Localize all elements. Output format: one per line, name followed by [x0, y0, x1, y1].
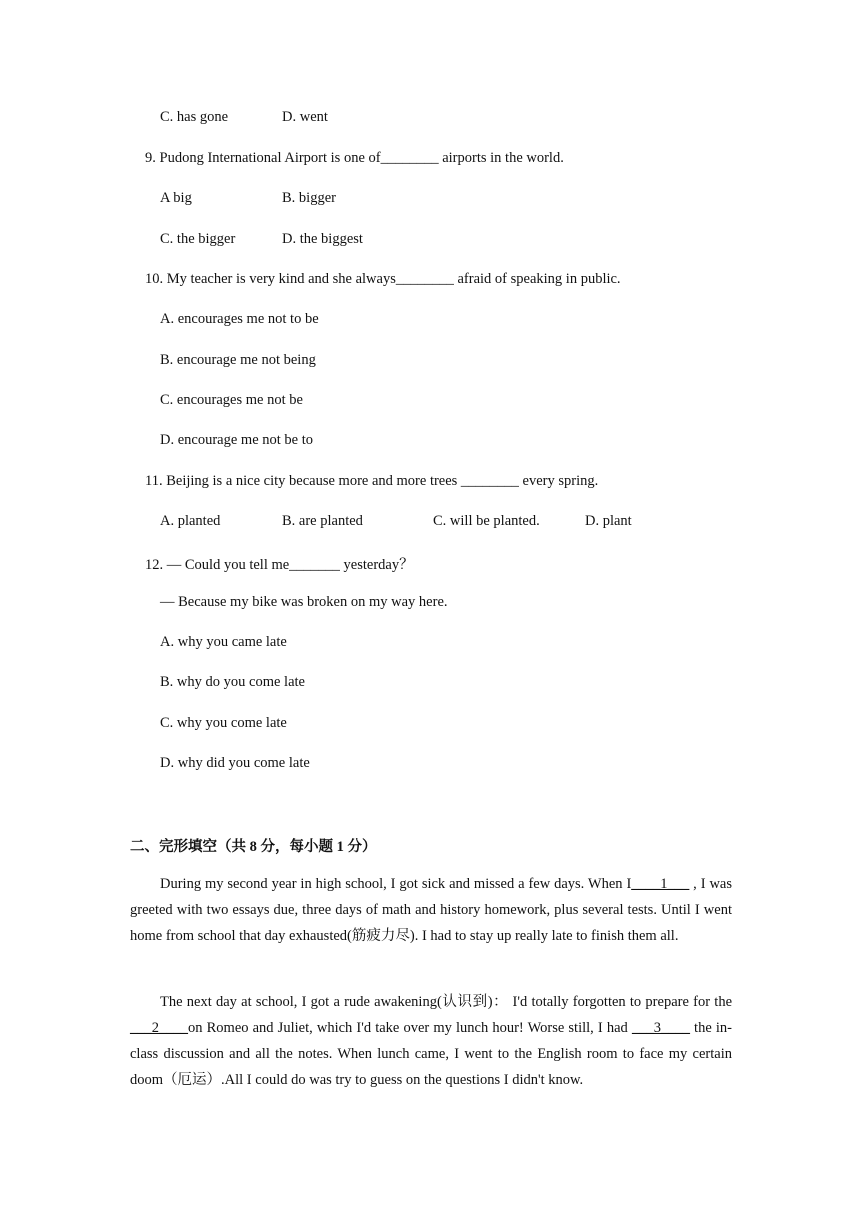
q8-option-c: C. has gone: [160, 109, 229, 125]
q11-option-b: B. are planted: [282, 513, 363, 529]
paragraph-1-text-a: During my second year in high school, I got sick and missed a few days. When I: [160, 876, 632, 892]
q9-stem: 9. Pudong International Airport is one of________ airports in the world.: [145, 150, 564, 166]
paragraph-2-text-a: The next day at school, I got a rude awakening(认识到)： I'd totally forgotten to prepare for the: [160, 994, 732, 1010]
q9-option-c: C. the bigger: [160, 231, 236, 247]
q11-option-d: D. plant: [585, 513, 632, 529]
paragraph-1: [130, 871, 732, 949]
blank-2: ___2____: [130, 1020, 188, 1036]
paragraph-1-text-b: , I was greeted with two essays due, three days of math and history homework, plus several tests. Until I went home from school that day exhausted(筋疲力尽). I had to stay up really late to finish them all.: [130, 876, 732, 944]
q12-reply: — Because my bike was broken on my way here.: [160, 594, 448, 610]
blank-3: ___3____: [631, 1020, 690, 1036]
q10-option-b: B. encourage me not being: [160, 352, 316, 368]
q8-option-d: D. went: [282, 109, 328, 125]
q10-option-d: D. encourage me not be to: [160, 432, 314, 448]
paragraph-2-text-c: the in- class discussion and all the notes. When lunch came, I went to the English room to face my certain doom（厄运）.All I could do was try to guess on the questions I didn't know.: [130, 1020, 733, 1088]
q10-option-c: C. encourages me not be: [160, 392, 303, 408]
q12-option-d: D. why did you come late: [160, 755, 310, 771]
q9-option-a: A big: [160, 190, 192, 206]
q11-stem: 11. Beijing is a nice city because more and more trees ________ every spring.: [145, 473, 599, 489]
q9-option-d: D. the biggest: [282, 231, 363, 247]
blank-1: ____1___: [631, 876, 690, 892]
q11-option-a: A. planted: [160, 513, 221, 529]
paragraph-2: [130, 989, 732, 1093]
q12-option-a: A. why you came late: [160, 634, 287, 650]
q10-option-a: A. encourages me not to be: [160, 311, 319, 327]
q10-stem: 10. My teacher is very kind and she always________ afraid of speaking in public.: [145, 271, 621, 287]
q12-stem: 12. — Could you tell me_______ yesterday？: [145, 557, 414, 573]
q12-option-c: C. why you come late: [160, 715, 287, 731]
paragraph-2-text-b: on Romeo and Juliet, which I'd take over my lunch hour! Worse still, I had: [188, 1020, 632, 1036]
q11-option-c: C. will be planted.: [433, 513, 540, 529]
section-heading: 二、完形填空（共 8 分，每小题 1 分）: [130, 839, 377, 855]
q12-option-b: B. why do you come late: [160, 674, 305, 690]
q9-option-b: B. bigger: [282, 190, 336, 206]
